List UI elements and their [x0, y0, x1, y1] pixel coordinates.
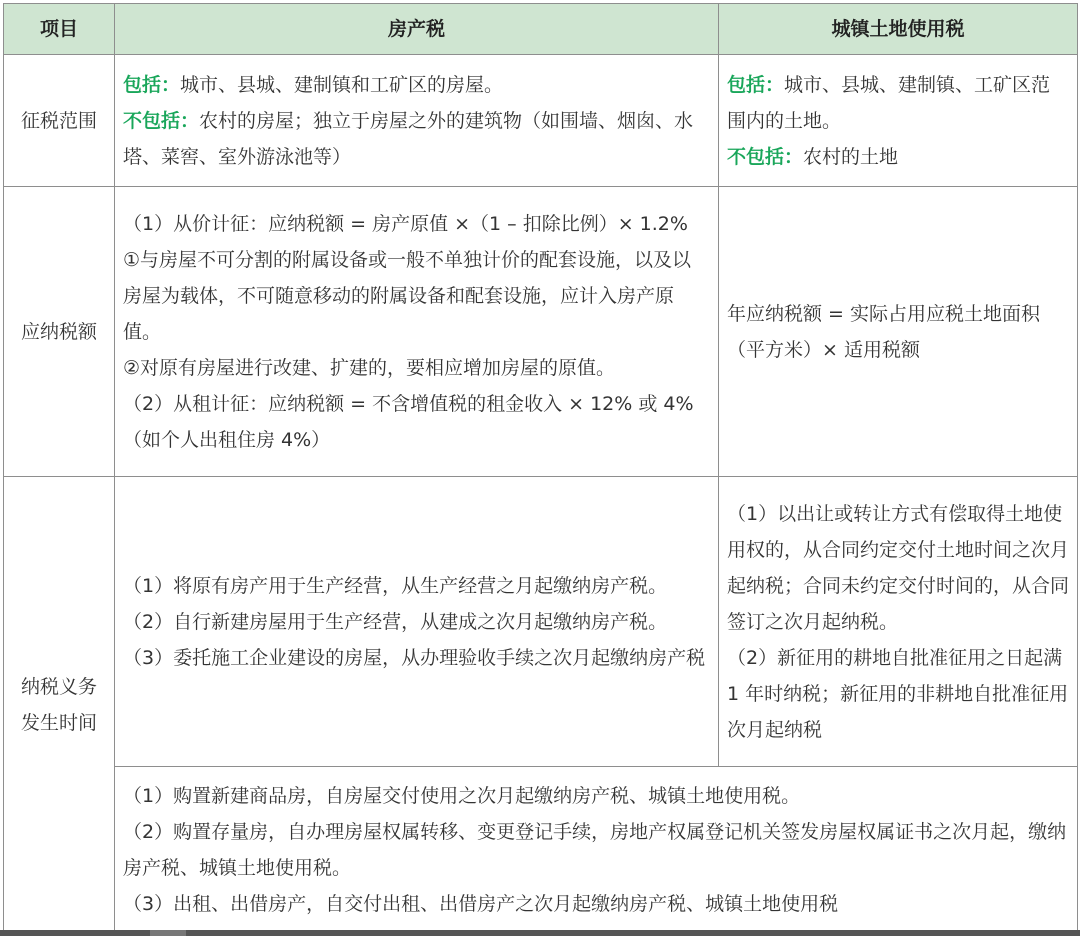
- header-property-tax: 房产税: [115, 4, 719, 55]
- bottom-edge-mark: [150, 930, 186, 936]
- scope-lt-exclude: [727, 139, 1069, 175]
- exclude-text: 农村的房屋；独立于房屋之外的建筑物（如围墙、烟囱、水塔、菜窖、室外游泳池等）: [123, 109, 694, 168]
- row-label-amount: 应纳税额: [4, 187, 115, 477]
- timing-shared-line: （1）购置新建商品房，自房屋交付使用之次月起缴纳房产税、城镇土地使用税。: [123, 784, 801, 807]
- row-label-timing: [4, 477, 115, 933]
- cell-amount-property-tax: [115, 187, 719, 477]
- timing-pt-line: （3）委托施工企业建设的房屋，从办理验收手续之次月起缴纳房产税: [123, 646, 706, 669]
- timing-lt-line: （2）新征用的耕地自批准征用之日起满 1 年时纳税；新征用的非耕地自批准征用次月起纳税: [727, 646, 1069, 741]
- bottom-edge-bar: [0, 930, 1080, 936]
- row-scope: [4, 55, 1078, 187]
- tax-comparison-table: [3, 3, 1078, 933]
- include-text: 城市、县城、建制镇和工矿区的房屋。: [180, 73, 504, 96]
- cell-scope-land-tax: [719, 55, 1078, 187]
- timing-shared-line: （2）购置存量房，自办理房屋权属转移、变更登记手续，房地产权属登记机关签发房屋权属证书之次月起，缴纳房产税、城镇土地使用税。: [123, 820, 1067, 879]
- cell-scope-property-tax: [115, 55, 719, 187]
- timing-label-line: 纳税义务: [20, 675, 97, 698]
- amount-pt-line: ②对原有房屋进行改建、扩建的，要相应增加房屋的原值。: [123, 356, 616, 379]
- header-item: 项目: [4, 4, 115, 55]
- header-row: [4, 4, 1078, 55]
- timing-pt-line: （2）自行新建房屋用于生产经营，从建成之次月起缴纳房产税。: [123, 610, 668, 633]
- timing-shared-line: （3）出租、出借房产，自交付出租、出借房产之次月起缴纳房产税、城镇土地使用税: [123, 892, 839, 915]
- header-land-tax: 城镇土地使用税: [719, 4, 1078, 55]
- include-label: 包括：: [123, 73, 181, 96]
- exclude-label: 不包括：: [727, 145, 804, 168]
- exclude-label: 不包括：: [123, 109, 200, 132]
- timing-label-line: 发生时间: [20, 711, 97, 734]
- include-label: 包括：: [727, 73, 785, 96]
- scope-pt-include: [123, 67, 710, 103]
- cell-timing-property-tax: [115, 477, 719, 767]
- include-text: 城市、县城、建制镇、工矿区范围内的土地。: [727, 73, 1051, 132]
- row-timing-shared: [4, 767, 1078, 933]
- cell-timing-shared: [115, 767, 1078, 933]
- timing-pt-line: （1）将原有房产用于生产经营，从生产经营之月起缴纳房产税。: [123, 574, 668, 597]
- exclude-text: 农村的土地: [803, 145, 899, 168]
- amount-pt-line: （1）从价计征：应纳税额 = 房产原值 ×（1 – 扣除比例）× 1.2%: [123, 212, 688, 235]
- cell-amount-land-tax: [719, 187, 1078, 477]
- cell-timing-land-tax: [719, 477, 1078, 767]
- amount-pt-line: （2）从租计征：应纳税额 = 不含增值税的租金收入 × 12% 或 4%（如个人出租住房 4%）: [123, 392, 694, 451]
- amount-pt-line: ①与房屋不可分割的附属设备或一般不单独计价的配套设施，以及以房屋为载体，不可随意移动的附属设备和配套设施，应计入房产原值。: [123, 248, 692, 343]
- row-amount: [4, 187, 1078, 477]
- scope-pt-exclude: [123, 103, 710, 175]
- scope-lt-include: [727, 67, 1069, 139]
- row-timing: [4, 477, 1078, 767]
- timing-lt-line: （1）以出让或转让方式有偿取得土地使用权的，从合同约定交付土地时间之次月起纳税；合同未约定交付时间的，从合同签订之次月起纳税。: [727, 502, 1070, 633]
- row-label-scope: 征税范围: [4, 55, 115, 187]
- amount-lt-text: 年应纳税额 = 实际占用应税土地面积（平方米）× 适用税额: [727, 302, 1040, 361]
